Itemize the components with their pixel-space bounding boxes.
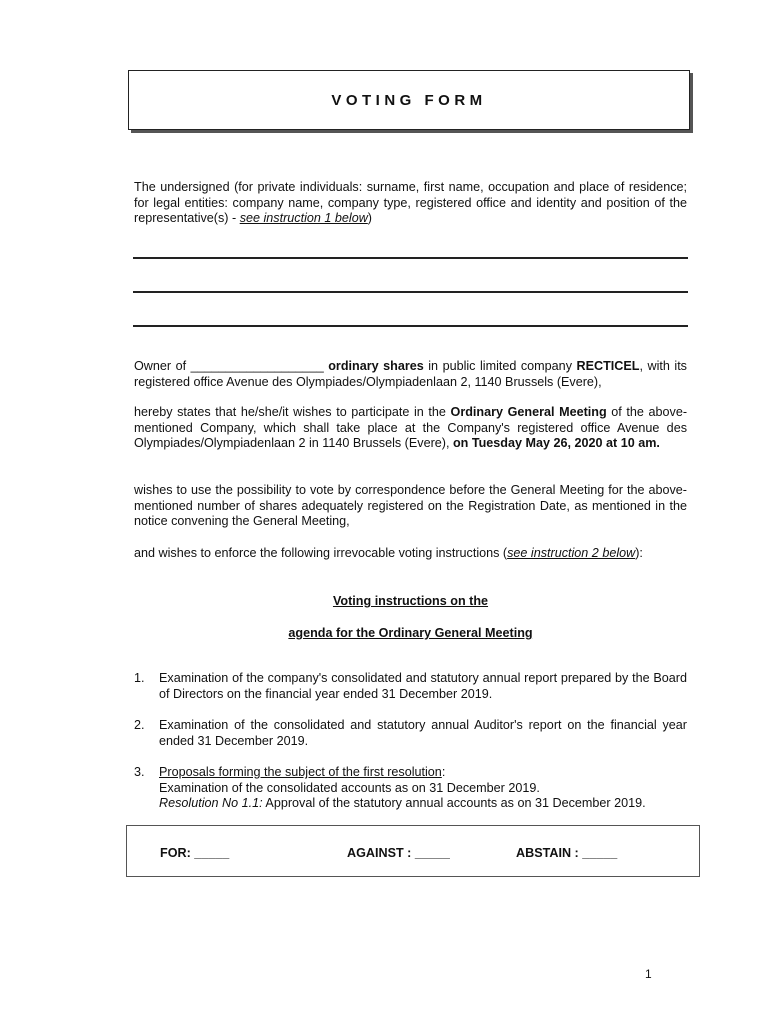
meeting-date: on Tuesday May 26, 2020 at 10 am. (452, 436, 660, 451)
agenda-item-number: 1. (134, 671, 145, 685)
voting-heading-line2: agenda for the Ordinary General Meeting (288, 626, 533, 640)
intro-text: The undersigned (for private individuals: surname, first name, occupation and place of residence; for legal entities: company name, company type, registered office and identity and position of the representative(s) - (134, 180, 687, 226)
agenda-item-3 (134, 765, 687, 812)
vote-box (126, 825, 700, 877)
owner-mid: in public limited company (423, 359, 577, 373)
fill-line-2[interactable] (133, 291, 688, 293)
enforce-suffix: ): (635, 546, 643, 560)
fill-line-3[interactable] (133, 325, 688, 327)
resolution-line2: Examination of the consolidated accounts as on 31 December 2019. (159, 780, 540, 795)
page-number: 1 (645, 967, 652, 981)
vote-for-field[interactable]: FOR: _____ (160, 846, 230, 860)
enforce-prefix: and wishes to enforce the following irrevocable voting instructions ( (134, 546, 508, 560)
resolution-text: Approval of the statutory annual accounts as on 31 December 2019. (262, 796, 646, 811)
instruction-1-link[interactable]: see instruction 1 below (239, 211, 368, 226)
voting-heading-line1: Voting instructions on the (332, 594, 489, 608)
agenda-item-2 (134, 718, 687, 749)
owner-paragraph (134, 359, 687, 390)
resolution-heading: Proposals forming the subject of the first resolution (159, 765, 442, 779)
company-name: RECTICEL (576, 359, 640, 373)
form-title: VOTING FORM (331, 91, 487, 109)
intro-end: ) (367, 211, 372, 226)
agenda-item-1 (134, 671, 687, 702)
vote-against-field[interactable]: AGAINST : _____ (347, 846, 450, 860)
owner-shares: ordinary shares (328, 359, 424, 373)
owner-suffix: , with its registered office Avenue des Olympiades/Olympiadenlaan 2, 1140 Brussels (Evere), (134, 359, 687, 389)
vote-abstain-field[interactable]: ABSTAIN : _____ (516, 846, 618, 860)
owner-prefix: Owner of ___________________ (134, 359, 329, 373)
wishes-paragraph: wishes to use the possibility to vote by correspondence before the General Meeting for the above-mentioned number of shares adequately registered on the Registration Date, as mentioned in the notice convening the General Meeting, (134, 483, 687, 529)
hereby-mid: of the above-mentioned Company, which shall take place at the Company's registered office Avenue des Olympiades/Olympiadenlaan 2 in 1140 Brussels (Evere), (134, 405, 688, 451)
resolution-label: Resolution No 1.1: (159, 796, 263, 811)
instruction-2-link[interactable]: see instruction 2 below (507, 546, 636, 560)
agenda-item-text: Examination of the company's consolidated and statutory annual report prepared by the Board of Directors on the financial year ended 31 December 2019. (159, 671, 687, 701)
fill-line-1[interactable] (133, 257, 688, 259)
title-box (128, 70, 690, 130)
agenda-item-number: 3. (134, 765, 145, 779)
meeting-name: Ordinary General Meeting (450, 405, 607, 419)
resolution-heading-colon: : (441, 765, 446, 779)
agenda-item-text: Examination of the consolidated and statutory annual Auditor's report on the financial year ended 31 December 2019. (159, 718, 687, 748)
agenda-item-text (159, 765, 687, 812)
intro-paragraph (134, 180, 687, 227)
agenda-item-number: 2. (134, 718, 145, 732)
hereby-prefix: hereby states that he/she/it wishes to participate in the (134, 405, 451, 419)
hereby-paragraph (134, 405, 687, 452)
enforce-paragraph (134, 546, 687, 562)
